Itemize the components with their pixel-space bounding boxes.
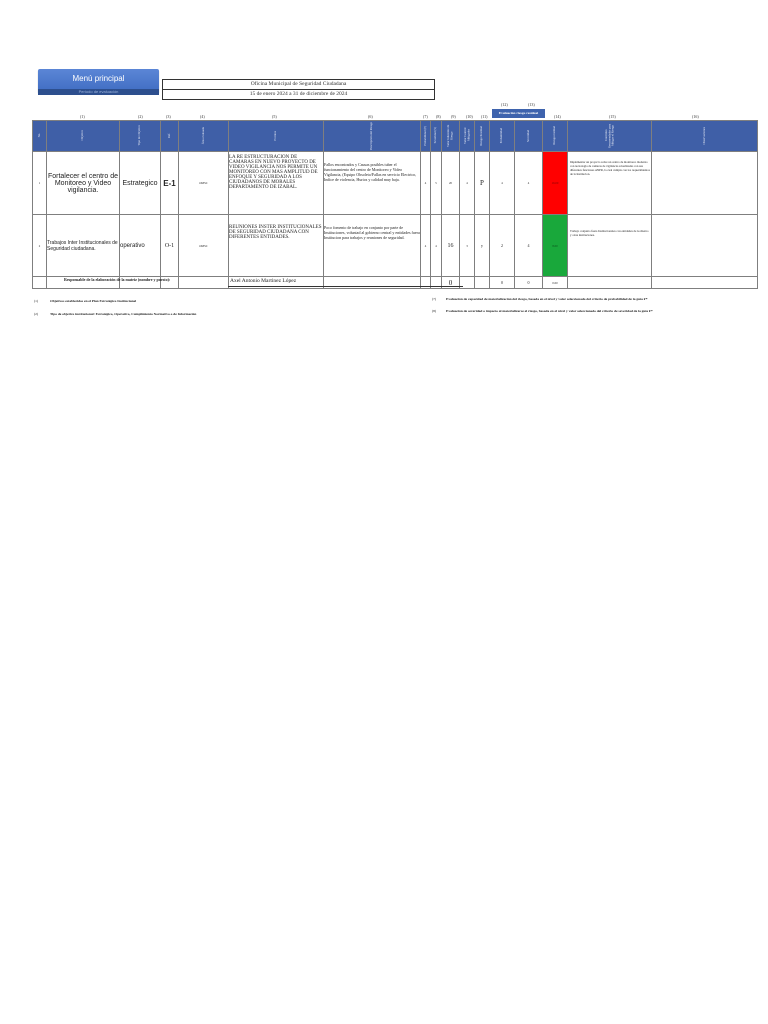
- column-number: (9): [451, 114, 456, 119]
- footnote: (7) Evaluación de capacidad de materialización del riesgo, basada en el nivel y valor seleccionado del criterio de probabilidad de la guía F*: [432, 297, 648, 301]
- column-number: (15): [609, 114, 616, 119]
- period-label: Período de evaluación: [38, 89, 159, 95]
- column-number: (11): [481, 114, 488, 119]
- cell-event[interactable]: REUNIONES INSTER INSTITUCIONALES DE SEGURIDAD CIUDADANA CON DIFERENTES ENTIDADES.: [229, 215, 324, 277]
- column-number-12: (12): [501, 102, 508, 107]
- table-header-row: [33, 121, 758, 152]
- office-name-box: Oficina Municipal de Seguridad Ciudadana: [162, 79, 435, 90]
- footnote: (8) Evaluación de severidad o impacto al materializarse el riesgo, basada en el nivel y valor seleccionado del criterio de severidad de la guía F*: [432, 309, 653, 313]
- cell-probability[interactable]: 4: [421, 215, 431, 277]
- col-header-observations: Observaciones: [652, 121, 758, 152]
- column-number: (16): [692, 114, 699, 119]
- column-number: (6): [368, 114, 373, 119]
- col-header-events: Eventos: [229, 121, 324, 152]
- responsible-name[interactable]: Axel Antonio Martinez López: [230, 278, 297, 284]
- col-header-probability: Probabilidad (P): [421, 121, 431, 152]
- cell-objective[interactable]: Trabajos Inter Institucionales de Seguridad ciudadana.: [47, 215, 120, 277]
- total-res-probability: 0: [490, 277, 515, 289]
- cell-area[interactable]: OMSC: [179, 152, 229, 215]
- column-number: (10): [466, 114, 473, 119]
- col-header-residual: Riesgo residual: [543, 121, 568, 152]
- main-menu-label: Menú principal: [72, 74, 125, 83]
- col-header-ref: Ref.: [161, 121, 179, 152]
- cell-inherent-value: 16: [442, 215, 460, 277]
- cell-no: 1: [33, 152, 47, 215]
- table-row: [33, 215, 758, 277]
- col-header-controls: Controles Recomendados para Mitigar el Riesgo: [568, 121, 652, 152]
- table-row: [33, 152, 758, 215]
- column-number: (14): [554, 114, 561, 119]
- column-number: (3): [166, 114, 171, 119]
- col-header-no: No.: [33, 121, 47, 152]
- cell-event[interactable]: LA RE ESTRUCTURACION DE CAMARAS EN NUEVO PROYECTO DE VIDEO VIGILANCIA NOS PERMITE UN MONITOREO CON MAS AMPLITUD DE ENFOQUE Y SEGURIDAD A LOS CIUDADANOS DE MORALES DEPARTAMENTO DE IZABAL.: [229, 152, 324, 215]
- cell-objective[interactable]: Fortalecer el centro de Monitoreo y Video vigilancia.: [47, 152, 120, 215]
- cell-description[interactable]: Poco fomento de trabajo en conjunto por parte de Instituciones, voluntad al gobierno central y entidades fuera Institucion para trabajos y reuniones de seguridad.: [324, 215, 421, 277]
- column-number: (4): [200, 114, 205, 119]
- cell-controls[interactable]: Implementar un proyecto sobre un centro de monitoreo moderno con tecnologia de camaras de vigilancia actualizadas con sus diferentes funciones ANPR, la cual cumpla con los requerimientos de la Institucion.: [568, 152, 652, 215]
- cell-objective-type[interactable]: operativo: [120, 215, 161, 277]
- total-inherent-value: 0: [442, 277, 460, 289]
- cell-res-severity[interactable]: 4: [515, 152, 543, 215]
- cell-control-value[interactable]: 4: [460, 152, 475, 215]
- cell-control-value[interactable]: 3: [460, 215, 475, 277]
- cell-inherent-value: 20: [442, 152, 460, 215]
- col-header-area: Área evaluada: [179, 121, 229, 152]
- cell-observations[interactable]: [652, 215, 758, 277]
- cell-res-probability[interactable]: 2: [490, 215, 515, 277]
- responsible-label: Responsable de la elaboración de la matriz (nombre y puesto):: [64, 277, 171, 282]
- total-residual: 0.00: [543, 277, 568, 289]
- column-number: (2): [138, 114, 143, 119]
- risk-matrix-table: [32, 120, 758, 289]
- footnote: (1) Objetivos establecidos en el Plan Estratégico Institucional: [34, 299, 137, 303]
- cell-observations[interactable]: [652, 152, 758, 215]
- col-header-objective-type: Tipo de Objetivo: [120, 121, 161, 152]
- cell-probability[interactable]: 4: [421, 152, 431, 215]
- column-number: (1): [80, 114, 85, 119]
- cell-severity[interactable]: 5: [431, 152, 442, 215]
- cell-no: 2: [33, 215, 47, 277]
- cell-ref[interactable]: E-1: [161, 152, 179, 215]
- column-number: (7): [423, 114, 428, 119]
- col-header-objective: Objetivo: [47, 121, 120, 152]
- col-header-res-severity: Severidad: [515, 121, 543, 152]
- cell-residual-low: 8.00: [543, 215, 568, 277]
- cell-objective-type[interactable]: Estrategico: [120, 152, 161, 215]
- column-number: (5): [272, 114, 277, 119]
- column-number-13: (13): [528, 102, 535, 107]
- col-header-risk-residual: Riesgo Residual: [475, 121, 490, 152]
- cell-area[interactable]: OMSC: [179, 215, 229, 277]
- column-number: (8): [436, 114, 441, 119]
- cell-risk-residual[interactable]: P: [475, 152, 490, 215]
- total-res-severity: 0: [515, 277, 543, 289]
- responsible-underline: [228, 286, 463, 287]
- footnote: (2) Tipo de objetivo institucional: Estratégico, Operativo, Cumplimiento Normativo o de Información: [34, 312, 197, 316]
- cell-residual-high: 16.00: [543, 152, 568, 215]
- residual-evaluation-label: Evaluación riesgo residual: [492, 109, 545, 118]
- cell-res-severity[interactable]: 4: [515, 215, 543, 277]
- col-header-inherent-value: Valor Inherente de Riesgo: [442, 121, 460, 152]
- col-header-res-probability: Probabilidad: [490, 121, 515, 152]
- cell-description[interactable]: Fallos encontrados y Causas posibles tuber el funcionamiento del centro de Monitoreo y Video Vigilancia, (Equipo Obsoleto/Fallas en servicio Electrico, Indice de violencia, Hurtos y calidad muy baja.: [324, 152, 421, 215]
- col-header-description: Descripción del Riesgo: [324, 121, 421, 152]
- cell-severity[interactable]: 4: [431, 215, 442, 277]
- cell-controls[interactable]: Trabajo conjunto fuera Institucionales con entidades de Gobierno y otras instituciones.: [568, 215, 652, 277]
- col-header-severity: Severidad (S): [431, 121, 442, 152]
- cell-ref[interactable]: O-1: [161, 215, 179, 277]
- col-header-control-value: Valor Control Mitigador: [460, 121, 475, 152]
- cell-risk-residual[interactable]: y: [475, 215, 490, 277]
- period-box: 15 de enero 2024 a 31 de diciembre de 2024: [162, 89, 435, 100]
- cell-res-probability[interactable]: 4: [490, 152, 515, 215]
- main-menu-button[interactable]: [38, 69, 159, 93]
